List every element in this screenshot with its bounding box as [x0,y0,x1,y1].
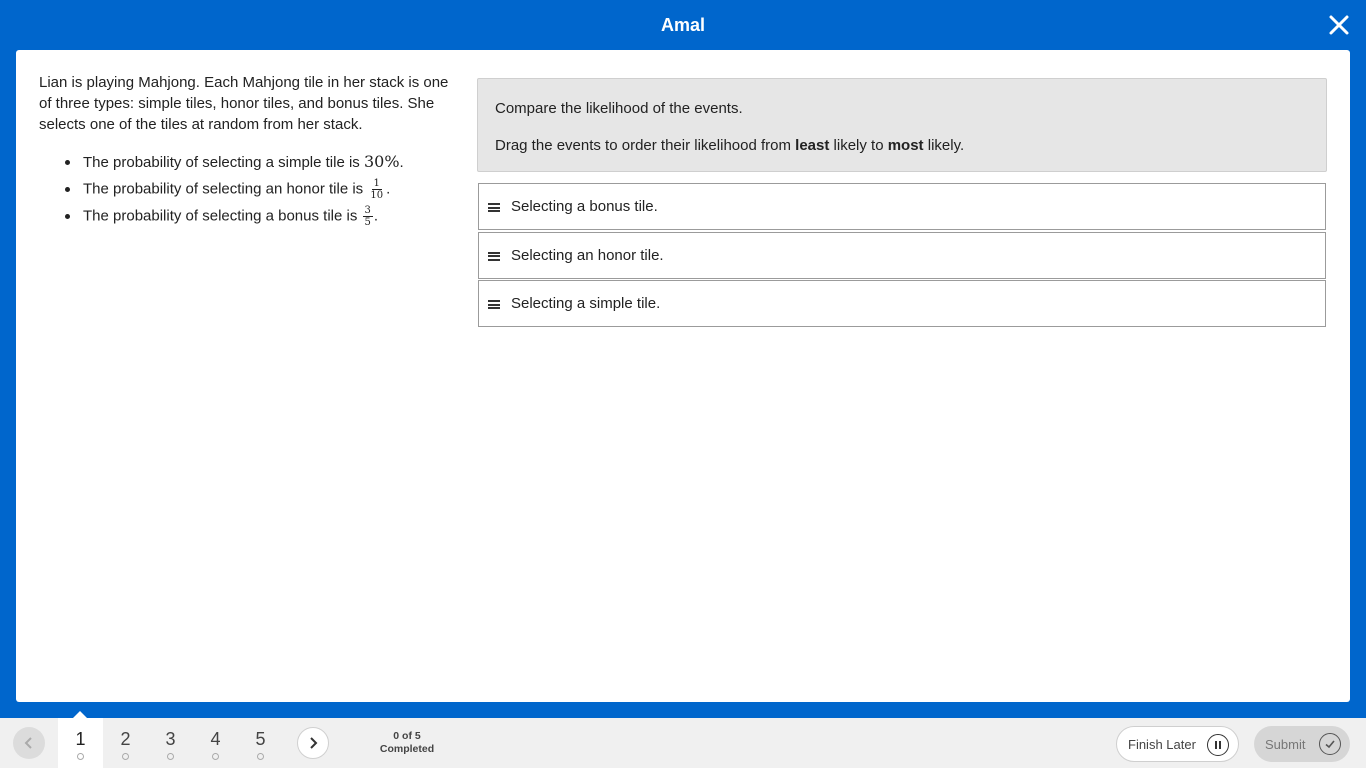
fact-honor [65,178,449,201]
question-stem [39,72,449,232]
question-tab-5[interactable] [238,718,283,768]
progress-label: Completed [379,743,435,755]
fact-text: The probability of selecting a simple tile is [83,154,360,171]
status-dot-icon [212,753,219,760]
instruction-line-2 [495,136,1309,155]
pause-icon [1207,734,1229,756]
drag-handle-icon[interactable] [488,252,500,261]
drag-item-label: Selecting a simple tile. [511,295,661,312]
page-title: Amal [660,15,705,35]
drag-item[interactable] [478,232,1326,279]
probability-list [39,151,449,228]
fact-text: The probability of selecting a bonus tile is [83,207,358,225]
previous-question-button[interactable] [13,727,45,759]
drag-item-label: Selecting an honor tile. [511,246,664,264]
next-question-button[interactable] [297,727,329,759]
instruction-emphasis-most: most [887,137,924,154]
submit-label: Submit [1265,736,1306,752]
fraction [368,178,385,201]
fact-bonus [65,205,449,228]
status-dot-icon [257,753,264,760]
fraction-denominator: 5 [364,217,371,228]
instruction-text: likely to [829,137,888,154]
chevron-right-icon [306,736,320,750]
question-panel [16,50,1350,702]
instruction-text: likely. [923,137,965,154]
question-tab-number: 1 [75,729,86,749]
fraction [363,205,373,228]
finish-later-button[interactable] [1116,726,1239,762]
progress-status [362,730,452,756]
fact-period: . [399,154,404,171]
status-dot-icon [77,753,84,760]
drag-item[interactable] [478,280,1326,327]
fact-value: 30% [363,152,400,171]
check-icon [1319,733,1341,755]
fact-simple [65,151,449,174]
question-tab-number: 4 [210,729,221,749]
close-icon [1326,12,1352,38]
close-button[interactable] [1326,12,1352,38]
drag-item[interactable] [478,183,1326,230]
drag-handle-icon[interactable] [488,300,500,309]
question-tab-1[interactable] [58,718,103,768]
question-intro: Lian is playing Mahjong. Each Mahjong tile in her stack is one of three types: simple tiles, honor tiles, and bonus tiles. She selects one of the tiles at random from her stack. [39,74,449,133]
question-tab-2[interactable] [103,718,148,768]
progress-count: 0 of 5 [393,730,421,742]
question-tab-number: 5 [255,729,266,749]
question-tab-3[interactable] [148,718,193,768]
instructions-box [477,78,1327,172]
fact-text: The probability of selecting an honor tile is [83,180,364,198]
submit-button[interactable] [1254,726,1350,762]
fact-period: . [373,207,379,225]
fact-period: . [386,180,391,198]
question-tab-number: 2 [120,729,131,749]
instruction-emphasis-least: least [795,137,830,154]
drag-handle-icon[interactable] [488,203,500,212]
top-bar [0,0,1366,50]
question-tab-4[interactable] [193,718,238,768]
chevron-left-icon [22,736,36,750]
active-tab-caret [73,711,87,718]
footer-nav [0,718,1366,768]
finish-later-label: Finish Later [1128,736,1196,752]
fraction-numerator: 1 [373,178,380,189]
fraction-denominator: 10 [370,190,384,201]
fraction-numerator: 3 [364,205,371,216]
status-dot-icon [167,753,174,760]
drag-list [478,183,1326,329]
instruction-text: Drag the events to order their likelihood from [495,137,796,154]
question-tab-number: 3 [165,729,176,749]
status-dot-icon [122,753,129,760]
drag-item-label: Selecting a bonus tile. [511,198,658,215]
instruction-line-1: Compare the likelihood of the events. [495,100,743,117]
